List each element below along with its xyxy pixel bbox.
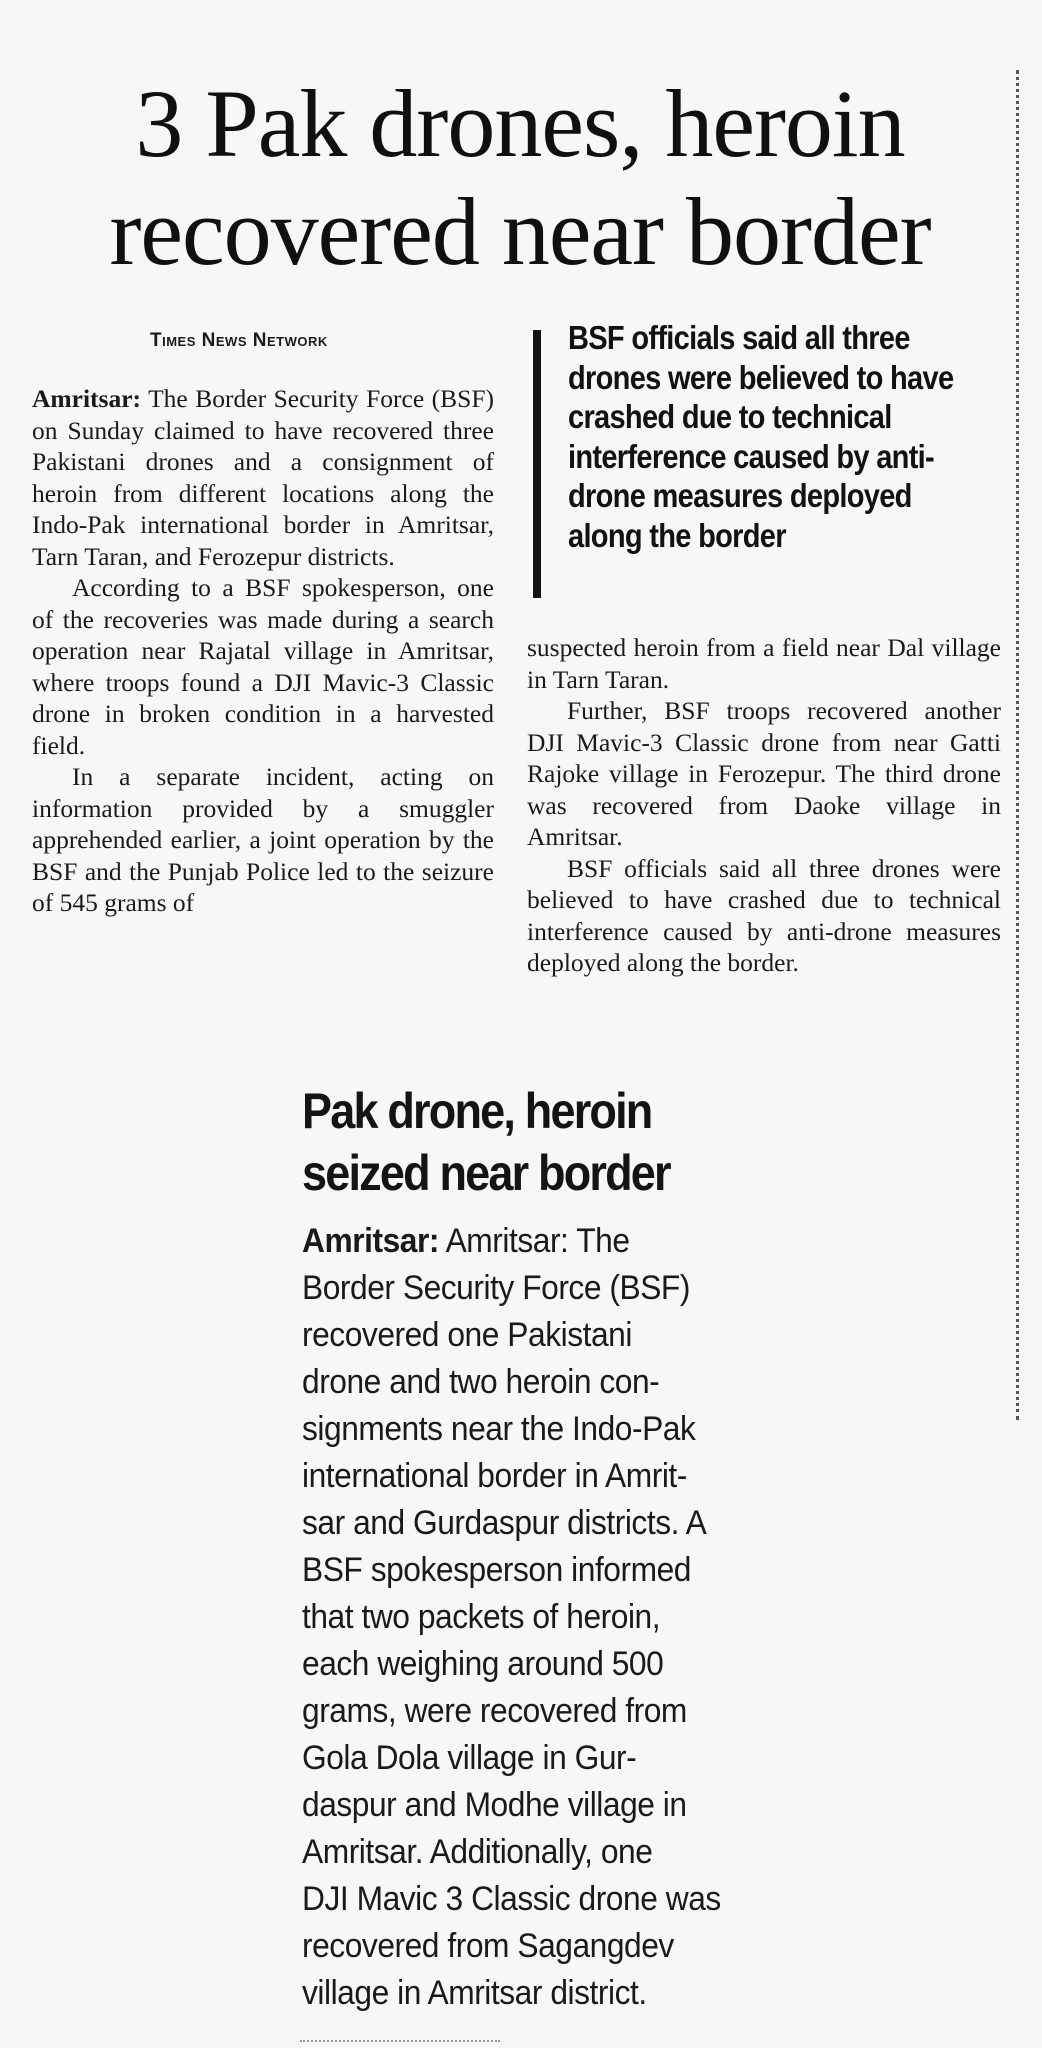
article2-body-line: recovered one Pakistani: [302, 1316, 632, 1354]
article1-paragraph-text: The Border Security Force (BSF) on Sunday claimed to have recovered three Pakistani drones and a consignment of heroin from different locations along the Indo-Pak international border in Amritsar, Tarn Taran, and Ferozepur districts.: [32, 384, 494, 571]
article1-paragraph: [32, 383, 494, 572]
article2-body-line: each weighing around 500: [302, 1645, 664, 1683]
article2-body: [302, 1218, 799, 2017]
article2-body-line: Gola Dola village in Gur-: [302, 1739, 637, 1777]
article2-body-line: that two packets of heroin,: [302, 1598, 661, 1636]
article2-body-line: sar and Gurdaspur districts. A: [302, 1504, 707, 1542]
article2-body-line: signments near the Indo-Pak: [302, 1410, 696, 1448]
article2-body-line: Border Security Force (BSF): [302, 1269, 690, 1307]
article2-body-line: DJI Mavic 3 Classic drone was: [302, 1880, 721, 1918]
column-divider: [1016, 70, 1019, 1420]
article2-body-line: international border in Amrit-: [302, 1457, 687, 1495]
article2-headline-line: Pak drone, heroin: [302, 1083, 652, 1139]
article2-body-line: daspur and Modhe village in: [302, 1786, 687, 1824]
article2-body-line: Amritsar. Additionally, one: [302, 1833, 653, 1871]
article1-paragraph: According to a BSF spokesperson, one of the recoveries was made during a search operation near Rajatal village in Amritsar, where troops found a DJI Mavic-3 Classic drone in broken condition in a harvested field.: [32, 573, 494, 760]
article2: [302, 1080, 822, 2017]
article1-byline: Times News Network: [150, 330, 328, 351]
article2-dateline: Amritsar:: [302, 1222, 439, 1260]
article2-body-line: BSF spokesperson informed: [302, 1551, 691, 1589]
article2-body-line: drone and two heroin con-: [302, 1363, 660, 1401]
article1-paragraph: BSF officials said all three drones were believed to have crashed due to technical interference caused by anti-drone measures deployed along the border.: [527, 853, 1001, 977]
article1-pullquote: BSF officials said all three drones were believed to have crashed due to technical interference caused by anti-drone measures deployed along the border: [568, 319, 954, 554]
article1-dateline: Amritsar:: [32, 384, 142, 413]
clipping-edge: [300, 2040, 500, 2046]
pullquote-bar: [533, 330, 541, 598]
article1-paragraph: In a separate incident, acting on information provided by a smuggler apprehended earlier, a joint operation by the BSF and the Punjab Police led to the seizure of 545 grams of: [32, 762, 494, 917]
article1-left-column: [32, 383, 494, 919]
article1-headline: 3 Pak drones, heroin recovered near border: [109, 70, 931, 285]
article2-headline-line: seized near border: [302, 1145, 670, 1201]
article2-body-text: Amritsar: The: [445, 1222, 630, 1260]
article1-paragraph: Further, BSF troops recovered another DJI Mavic-3 Classic drone from near Gatti Rajoke village in Ferozepur. The third drone was recovered from Daoke village in Amritsar.: [527, 696, 1001, 851]
article2-body-line: village in Amritsar district.: [302, 1974, 647, 2012]
article2-body-line: [302, 1218, 799, 1265]
article2-headline: [302, 1080, 806, 1204]
article2-body-line: grams, were recovered from: [302, 1692, 687, 1730]
article2-body-line: recovered from Sagangdev: [302, 1927, 674, 1965]
article1-paragraph: suspected heroin from a field near Dal village in Tarn Taran.: [527, 633, 1001, 694]
article1-right-column: [527, 632, 1001, 979]
